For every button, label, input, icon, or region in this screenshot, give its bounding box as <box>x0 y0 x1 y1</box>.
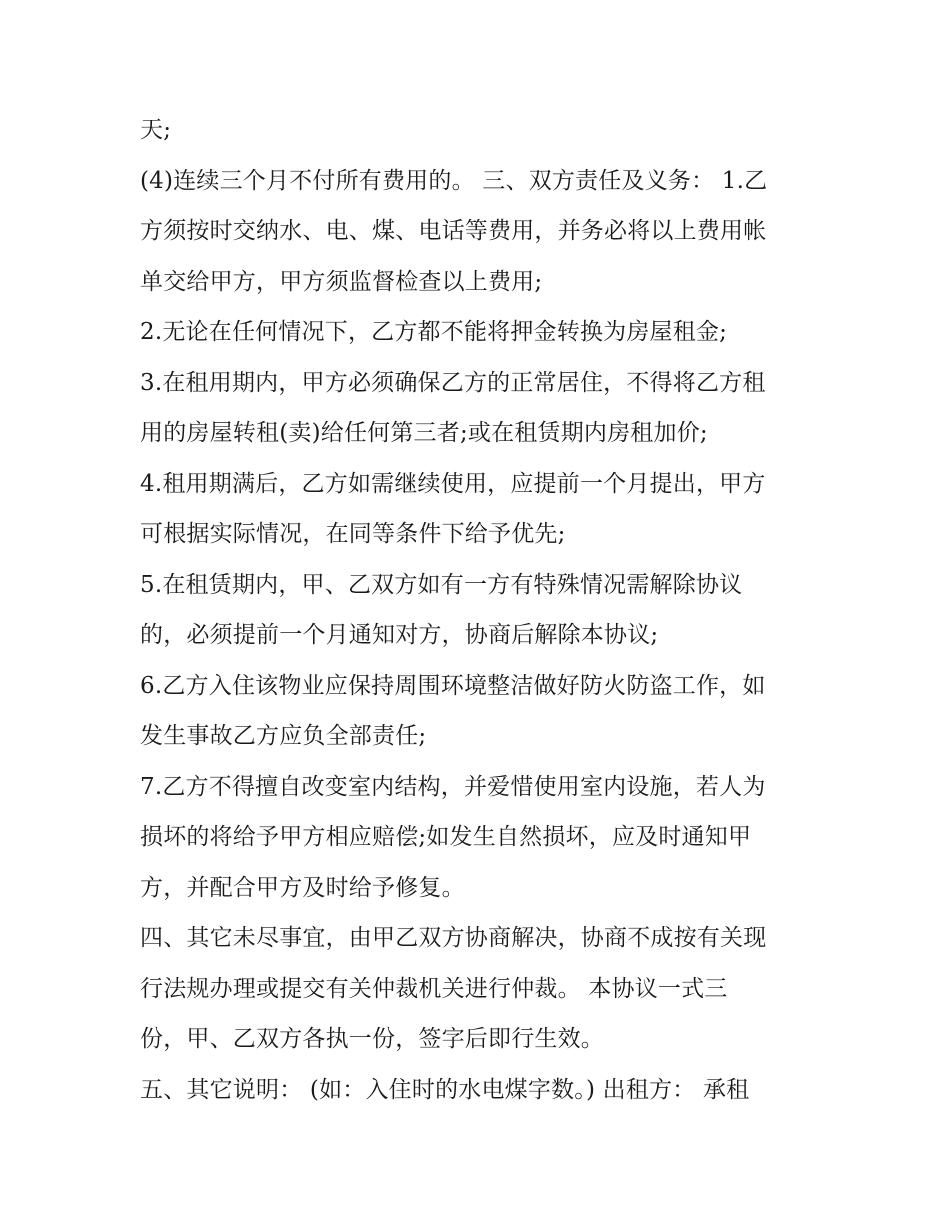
text-line: 四、其它未尽事宜，由甲乙双方协商解决，协商不成按有关现 <box>140 925 767 951</box>
text-line: 损坏的将给予甲方相应赔偿;如发生自然损坏，应及时通知甲 <box>140 824 752 850</box>
text-line: 4.租用期满后，乙方如需继续使用，应提前一个月提出，甲方 <box>140 470 766 497</box>
text-line: 5.在租赁期内，甲、乙双方如有一方有特殊情况需解除协议 <box>140 571 743 598</box>
text-line: 发生事故乙方应负全部责任; <box>140 723 427 749</box>
text-line: 单交给甲方，甲方须监督检查以上费用; <box>140 268 543 295</box>
text-line: (4)连续三个月不付所有费用的。 三、双方责任及义务： 1.乙 <box>140 167 768 194</box>
text-line: 6.乙方入住该物业应保持周围环境整洁做好防火防盗工作，如 <box>140 672 766 699</box>
text-line: 3.在租用期内，甲方必须确保乙方的正常居住，不得将乙方租 <box>140 369 766 396</box>
text-line: 可根据实际情况，在同等条件下给予优先; <box>140 521 566 547</box>
text-line: 方须按时交纳水、电、煤、电话等费用，并务必将以上费用帐 <box>140 218 767 244</box>
text-line: 五、其它说明： (如：入住时的水电煤字数。) 出租方： 承租 <box>140 1076 750 1103</box>
text-line: 天; <box>140 117 172 143</box>
text-line: 7.乙方不得擅自改变室内结构，并爱惜使用室内设施，若人为 <box>140 773 766 800</box>
text-line: 行法规办理或提交有关仲裁机关进行仲裁。 本协议一式三 <box>140 975 728 1002</box>
text-line: 份，甲、乙双方各执一份，签字后即行生效。 <box>140 1026 604 1052</box>
text-line: 用的房屋转租(卖)给任何第三者;或在租赁期内房租加价; <box>140 420 708 446</box>
text-line: 2.无论在任何情况下，乙方都不能将押金转换为房屋租金; <box>140 319 728 345</box>
document-body <box>140 105 820 1115</box>
text-line: 的，必须提前一个月通知对方，协商后解除本协议; <box>140 622 659 648</box>
text-line: 方，并配合甲方及时给予修复。 <box>140 874 465 901</box>
